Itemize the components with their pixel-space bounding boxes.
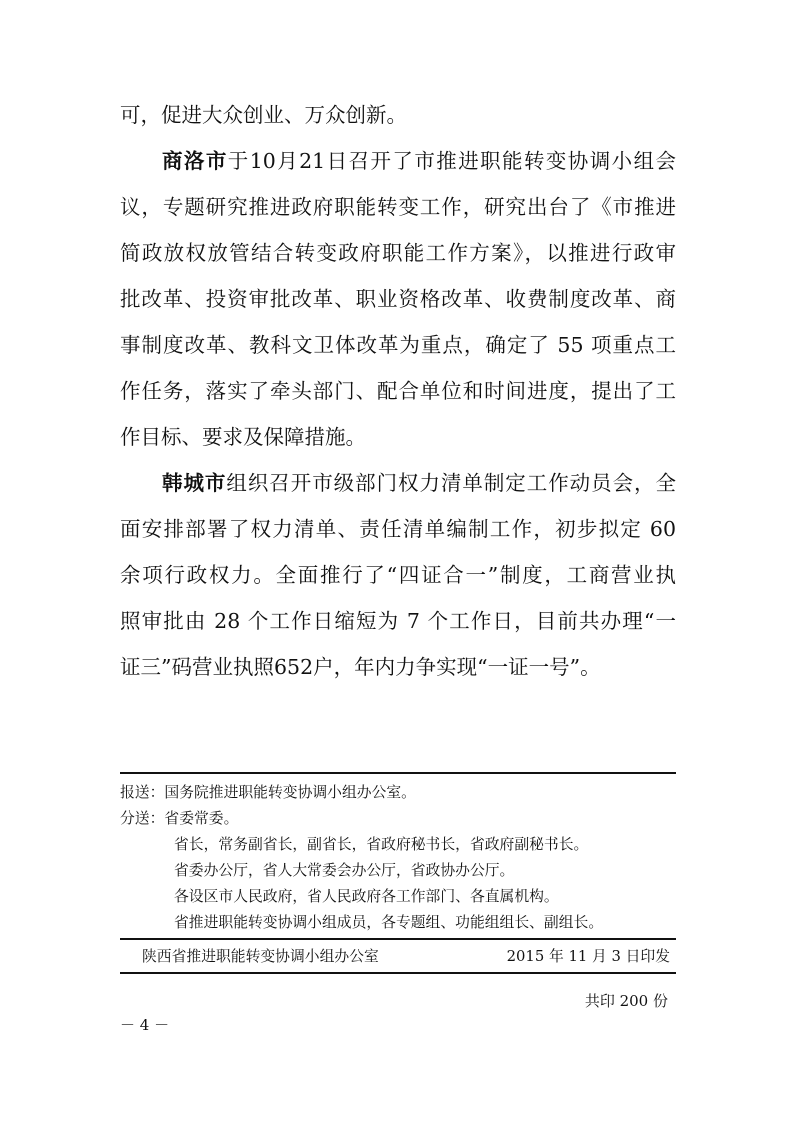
distribution-block: [120, 772, 676, 965]
copy-recipient-4: 省推进职能转变协调小组成员，各专题组、功能组组长、副组长。: [174, 914, 604, 931]
issuing-office: 陕西省推进职能转变协调小组办公室: [142, 948, 379, 965]
bottom-divider: [120, 972, 676, 974]
shangluo-line-1: [120, 138, 676, 184]
shangluo-line-7: 作目标、要求及保障措施。: [120, 425, 366, 449]
shangluo-line-6: 作任务，落实了牵头部门、配合单位和时间进度，提出了工: [120, 379, 676, 403]
hancheng-line-1: [120, 460, 676, 506]
hancheng-line-2: 面安排部署了权力清单、责任清单编制工作，初步拟定 60: [120, 517, 676, 541]
print-count: 共印 200 份: [584, 992, 668, 1010]
paragraph-closing-line: 可，促进大众创业、万众创新。: [120, 103, 407, 127]
document-body: [120, 92, 676, 690]
shangluo-line-4: 批改革、投资审批改革、职业资格改革、收费制度改革、商: [120, 287, 676, 311]
copy-recipient-2: 省委办公厅，省人大常委会办公厅，省政协办公厅。: [174, 862, 515, 879]
shangluo-line-5: 事制度改革、教科文卫体改革为重点，确定了 55 项重点工: [120, 333, 676, 357]
report-to-line: 报送：国务院推进职能转变协调小组办公室。: [120, 784, 416, 801]
hancheng-line-5: 证三”码营业执照652户，年内力争实现“一证一号”。: [120, 655, 601, 679]
hancheng-text: 组织召开市级部门权力清单制定工作动员会，全: [226, 471, 677, 495]
shangluo-line-2: 议，专题研究推进政府职能转变工作，研究出台了《市推进: [120, 195, 676, 219]
shangluo-line-3: 简政放权放管结合转变政府职能工作方案》，以推进行政审: [120, 241, 676, 265]
hancheng-line-3: 余项行政权力。全面推行了“四证合一”制度，工商营业执: [120, 563, 676, 587]
hancheng-city-name: 韩城市: [162, 471, 227, 495]
copy-recipient-3: 各设区市人民政府，省人民政府各工作部门、各直属机构。: [174, 888, 559, 905]
middle-divider: [120, 938, 676, 940]
copy-recipient-1: 省长，常务副省长，副省长，省政府秘书长，省政府副秘书长。: [174, 836, 589, 853]
shangluo-city-name: 商洛市: [162, 149, 228, 173]
copy-to-line: 分送：省委常委。: [120, 810, 239, 827]
shangluo-text: 于10月21日召开了市推进职能转变协调小组会: [227, 149, 677, 173]
page-number: － 4 －: [120, 1016, 170, 1034]
hancheng-line-4: 照审批由 28 个工作日缩短为 7 个工作日，目前共办理“一: [120, 609, 676, 633]
issue-date: 2015 年 11 月 3 日印发: [506, 948, 670, 965]
issuer-row: [120, 944, 676, 970]
